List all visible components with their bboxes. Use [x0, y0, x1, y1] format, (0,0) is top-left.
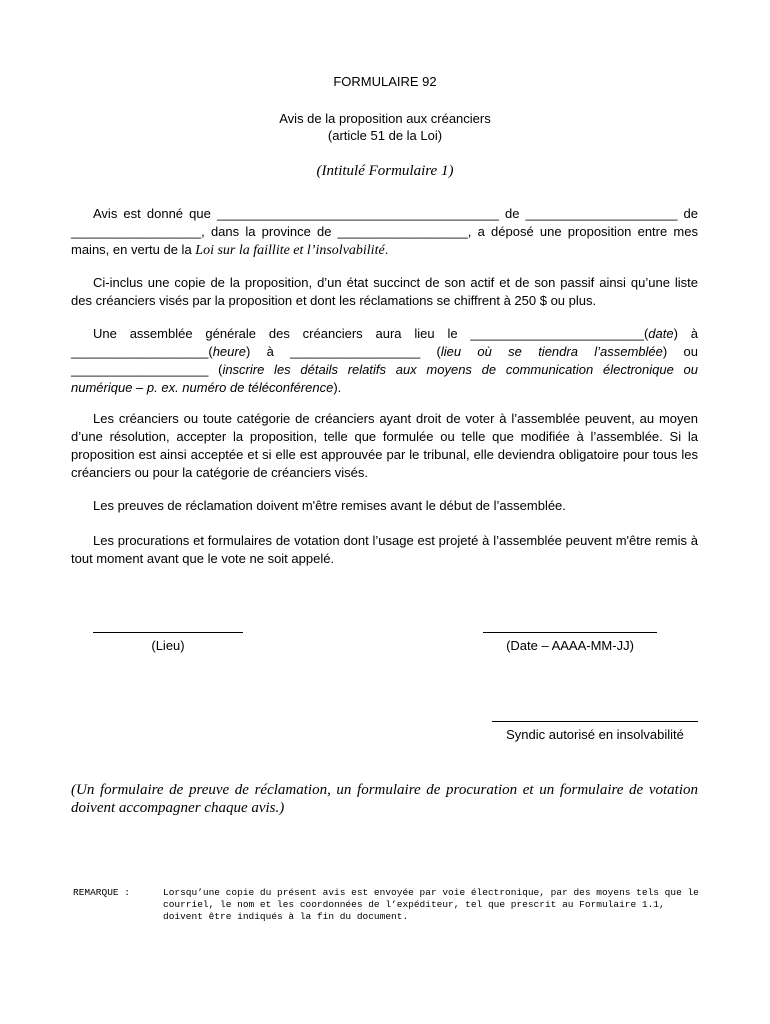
law-name: Loi sur la faillite et l’insolvabilité: [195, 243, 385, 258]
paragraph-avis-end: .: [384, 242, 389, 257]
paragraph-avis-text: Avis est donné que _______________________________________ de _____________________ de __________________, dans la province de __________________, a déposé une proposition entre mes mains, en vertu de la: [71, 206, 698, 257]
footer-note: (Un formulaire de preuve de réclamation, un formulaire de procuration et un formulaire de votation doivent accompagner chaque avis.): [71, 782, 698, 816]
syndic-label-text: Syndic autorisé en insolvabilité: [506, 727, 684, 742]
form-intitule: (Intitulé Formulaire 1): [316, 163, 454, 179]
assemblee-text-2: ) à ___________________(: [71, 326, 699, 359]
remarque-text: Lorsqu’une copie du présent avis est envoyée par voie électronique, par des moyens tels que le courriel, le nom et les coordonnées de l’expéditeur, tel que prescrit au Formulaire 1.1, doivent être indiqués à la fin du document.: [163, 887, 699, 922]
date-label-text: (Date – AAAA-MM-JJ): [506, 638, 634, 653]
assemblee-text-5: ).: [333, 380, 342, 395]
paragraph-procurations: Les procurations et formulaires de votation dont l’usage est projeté à l’assemblée peuvent m'être remis à tout moment avant que le vote ne soit appelé.: [71, 533, 698, 566]
paragraph-assemblee: [71, 325, 698, 397]
form-title: Avis de la proposition aux créanciers: [279, 111, 491, 126]
lieu-label-text: (Lieu): [151, 638, 185, 653]
paragraph-avis: [71, 205, 698, 260]
paragraph-copie: Ci-inclus une copie de la proposition, d’un état succinct de son actif et de son passif ainsi qu’une liste des créanciers visés par la proposition et dont les réclamations se chiffrent à 250 $ ou plus.: [71, 275, 698, 308]
assemblee-text-4: ) ou ___________________ (: [71, 344, 698, 377]
paragraph-preuves: Les preuves de réclamation doivent m'être remises avant le début de l’assemblée.: [93, 498, 566, 513]
syndic-signature-line: [492, 721, 698, 722]
date-signature-line: [483, 632, 657, 633]
paragraph-vote: Les créanciers ou toute catégorie de créanciers ayant droit de voter à l’assemblée peuvent, au moyen d’une résolution, accepter la proposition, telle que formulée ou telle que modifiée à l’assemblée. Si la proposition est ainsi acceptée et si elle est approuvée par le tribunal, elle deviendra obligatoire pour tous les créanciers ou pour la catégorie de créanciers visés.: [71, 411, 698, 480]
form-article: (article 51 de la Loi): [327, 128, 443, 143]
form-number: FORMULAIRE 92: [333, 74, 437, 89]
lieu-signature-line: [93, 632, 243, 633]
date-label: date: [648, 326, 674, 341]
assemblee-text-3: ) à __________________ (: [245, 344, 441, 359]
remarque-label: REMARQUE :: [73, 887, 131, 898]
heure-label: heure: [212, 344, 246, 359]
details-label: inscrire les détails relatifs aux moyens de communication électronique ou numérique – p. ex. numéro de téléconférence: [71, 362, 699, 395]
lieu-label: lieu où se tiendra l’assemblée: [440, 344, 663, 359]
assemblee-text-1: Une assemblée générale des créanciers aura lieu le ________________________(: [93, 326, 649, 341]
